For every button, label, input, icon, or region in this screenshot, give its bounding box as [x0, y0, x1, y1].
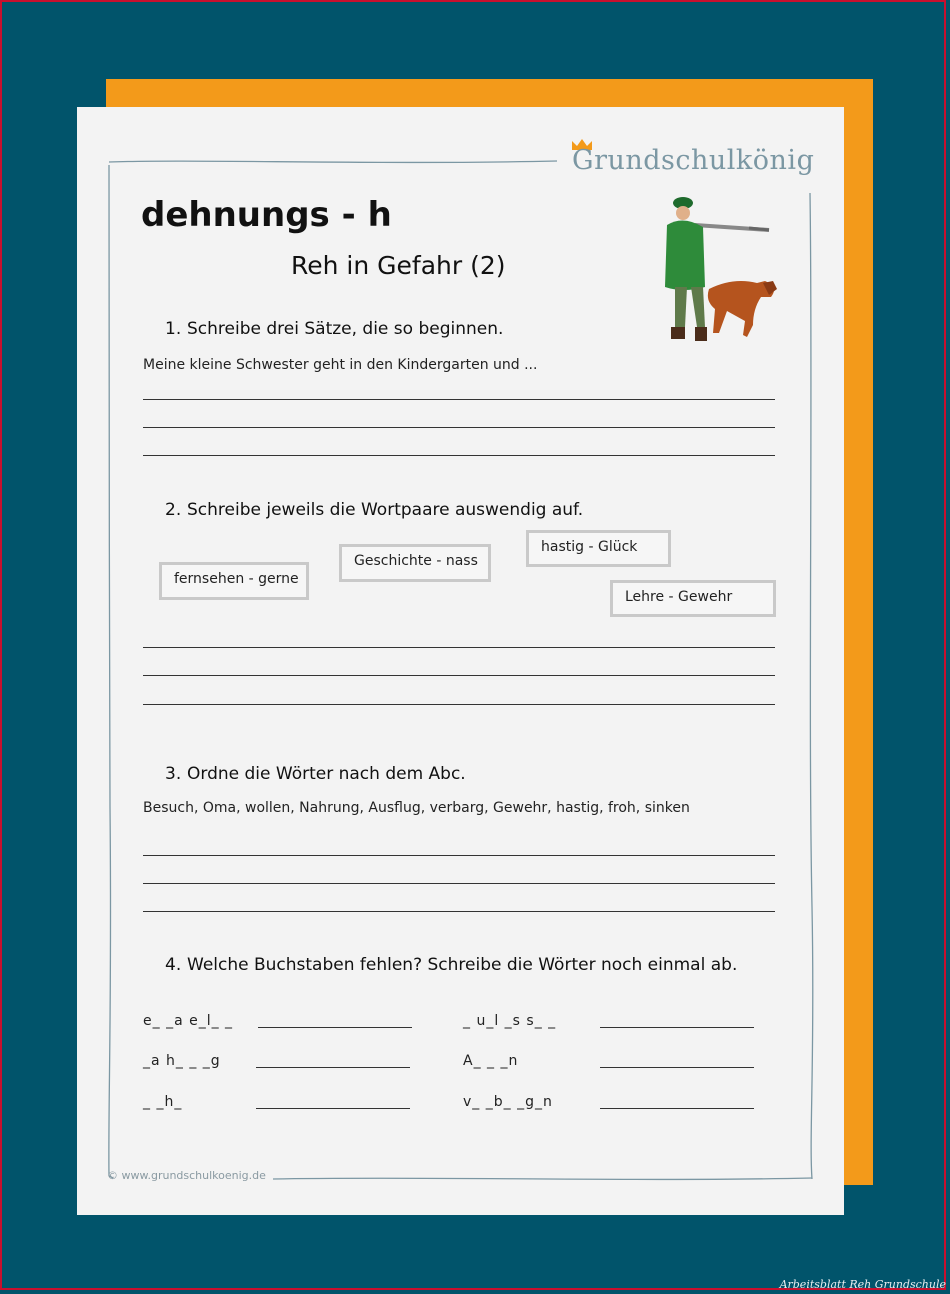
task-2-text: Schreibe jeweils die Wortpaare auswendig auf.	[187, 500, 584, 520]
task-3-text: Ordne die Wörter nach dem Abc.	[187, 764, 466, 784]
writing-line[interactable]	[143, 855, 775, 856]
answer-line[interactable]	[256, 1067, 410, 1068]
watermark-text: Arbeitsblatt Reh Grundschule	[779, 1278, 946, 1291]
task-4-heading	[165, 955, 737, 975]
task-2-heading	[165, 500, 583, 520]
task-1-number: 1.	[165, 319, 182, 339]
gap-word: A_ _ _n	[463, 1053, 519, 1069]
hunter-with-dog-illustration	[653, 197, 779, 357]
writing-line[interactable]	[143, 647, 775, 648]
task-4-number: 4.	[165, 955, 182, 975]
word-pair-box: Geschichte - nass	[339, 544, 491, 582]
copyright-footer: © www.grundschulkoenig.de	[107, 1169, 266, 1182]
word-pair-box: fernsehen - gerne	[159, 562, 309, 600]
worksheet-page	[77, 107, 844, 1215]
word-pair-box: Lehre - Gewehr	[610, 580, 776, 617]
gap-word: _ u_l _s s_ _	[463, 1013, 557, 1029]
writing-line[interactable]	[143, 455, 775, 456]
brand-logo: Grundschulkönig	[572, 145, 815, 176]
task-3-word-list: Besuch, Oma, wollen, Nahrung, Ausflug, verbarg, Gewehr, hastig, froh, sinken	[143, 800, 690, 816]
task-3-number: 3.	[165, 764, 182, 784]
writing-line[interactable]	[143, 911, 775, 912]
writing-line[interactable]	[143, 427, 775, 428]
word-pair-box: hastig - Glück	[526, 530, 671, 567]
gap-word: _a h_ _ _g	[143, 1053, 221, 1069]
answer-line[interactable]	[258, 1027, 412, 1028]
answer-line[interactable]	[600, 1108, 754, 1109]
writing-line[interactable]	[143, 675, 775, 676]
writing-line[interactable]	[143, 704, 775, 705]
task-2-number: 2.	[165, 500, 182, 520]
writing-line[interactable]	[143, 399, 775, 400]
gap-word: e_ _a e_l_ _	[143, 1013, 234, 1029]
answer-line[interactable]	[600, 1027, 754, 1028]
task-1-sentence-start: Meine kleine Schwester geht in den Kindergarten und ...	[143, 357, 538, 373]
task-3-heading	[165, 764, 466, 784]
page-subtitle: Reh in Gefahr (2)	[291, 251, 506, 280]
task-1-text: Schreibe drei Sätze, die so beginnen.	[187, 319, 504, 339]
task-4-text: Welche Buchstaben fehlen? Schreibe die Wörter noch einmal ab.	[187, 955, 738, 975]
answer-line[interactable]	[256, 1108, 410, 1109]
gap-word: _ _h_	[143, 1094, 183, 1110]
task-1-heading	[165, 319, 503, 339]
page-title: dehnungs - h	[141, 195, 392, 235]
gap-word: v_ _b_ _g_n	[463, 1094, 553, 1110]
writing-line[interactable]	[143, 883, 775, 884]
answer-line[interactable]	[600, 1067, 754, 1068]
